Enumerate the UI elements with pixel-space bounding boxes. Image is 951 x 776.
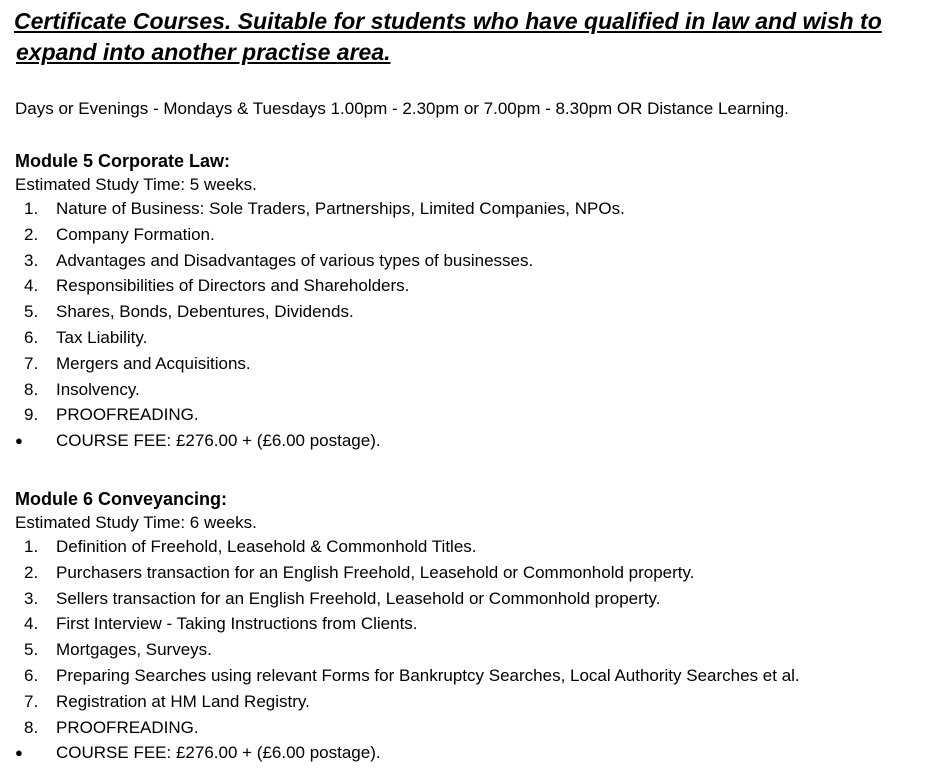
item-number: 4.: [24, 614, 39, 634]
heading-line-2: expand into another practise area.: [16, 39, 391, 65]
course-fee-text: COURSE FEE: £276.00 + (£6.00 postage).: [56, 431, 381, 451]
item-text: First Interview - Taking Instructions from Clients.: [56, 614, 418, 634]
item-number: 3.: [24, 250, 39, 270]
module-title: Module 5 Corporate Law:: [15, 151, 231, 171]
item-text: Responsibilities of Directors and Shareholders.: [56, 276, 410, 296]
item-text: PROOFREADING.: [56, 717, 199, 737]
list-item: [15, 560, 935, 586]
item-text: Purchasers transaction for an English Freehold, Leasehold or Commonhold property.: [56, 562, 695, 582]
item-number: 2.: [24, 562, 39, 582]
item-text: Mortgages, Surveys.: [56, 640, 212, 660]
item-text: Company Formation.: [56, 224, 215, 244]
list-item: [15, 402, 935, 428]
item-text: Sellers transaction for an English Freehold, Leasehold or Commonhold property.: [56, 588, 661, 608]
list-item: [15, 663, 935, 689]
bullet-icon: ●: [15, 745, 23, 761]
item-text: Definition of Freehold, Leasehold & Commonhold Titles.: [56, 537, 477, 556]
item-number: 8.: [24, 717, 39, 737]
course-fee-item: [15, 428, 935, 454]
module-5-section: [15, 149, 935, 454]
list-item: [15, 273, 935, 299]
item-number: 8.: [24, 379, 39, 399]
schedule-text: Days or Evenings - Mondays & Tuesdays 1.00pm - 2.30pm or 7.00pm - 8.30pm OR Distance Learning.: [15, 99, 789, 118]
item-text: Insolvency.: [56, 379, 140, 399]
list-item: [15, 248, 935, 274]
list-item: [15, 325, 935, 351]
item-text: Registration at HM Land Registry.: [56, 691, 310, 711]
module-item-list: [15, 196, 935, 454]
list-item: [15, 196, 935, 222]
item-number: 6.: [24, 327, 39, 347]
course-fee-text: COURSE FEE: £276.00 + (£6.00 postage).: [56, 743, 381, 763]
bullet-icon: ●: [15, 433, 23, 449]
item-number: 9.: [24, 405, 39, 425]
item-text: PROOFREADING.: [56, 405, 199, 425]
item-number: 3.: [24, 588, 39, 608]
study-time: Estimated Study Time: 5 weeks.: [15, 175, 257, 194]
list-item: [15, 222, 935, 248]
item-text: Preparing Searches using relevant Forms for Bankruptcy Searches, Local Authority Searches et al.: [56, 665, 800, 685]
item-text: Shares, Bonds, Debentures, Dividends.: [56, 302, 354, 322]
item-number: 2.: [24, 224, 39, 244]
item-number: 7.: [24, 353, 39, 373]
list-item: [15, 637, 935, 663]
item-number: 5.: [24, 302, 39, 322]
list-item: [15, 377, 935, 403]
item-number: 6.: [24, 665, 39, 685]
list-item: [15, 534, 935, 560]
page-heading: [14, 6, 944, 68]
item-number: 5.: [24, 640, 39, 660]
item-number: 1.: [24, 199, 39, 218]
heading-line-1: Certificate Courses. Suitable for students who have qualified in law and wish to: [14, 8, 882, 34]
item-text: Mergers and Acquisitions.: [56, 353, 251, 373]
item-text: Nature of Business: Sole Traders, Partnerships, Limited Companies, NPOs.: [56, 199, 625, 218]
list-item: [15, 715, 935, 741]
study-time: Estimated Study Time: 6 weeks.: [15, 513, 257, 532]
course-fee-item: [15, 740, 935, 766]
list-item: [15, 299, 935, 325]
list-item: [15, 351, 935, 377]
item-text: Advantages and Disadvantages of various types of businesses.: [56, 250, 534, 270]
module-title: Module 6 Conveyancing:: [15, 489, 228, 509]
list-item: [15, 611, 935, 637]
module-item-list: [15, 534, 935, 766]
item-number: 4.: [24, 276, 39, 296]
item-number: 7.: [24, 691, 39, 711]
list-item: [15, 586, 935, 612]
list-item: [15, 689, 935, 715]
module-6-section: [15, 487, 935, 766]
item-number: 1.: [24, 537, 39, 556]
item-text: Tax Liability.: [56, 327, 148, 347]
